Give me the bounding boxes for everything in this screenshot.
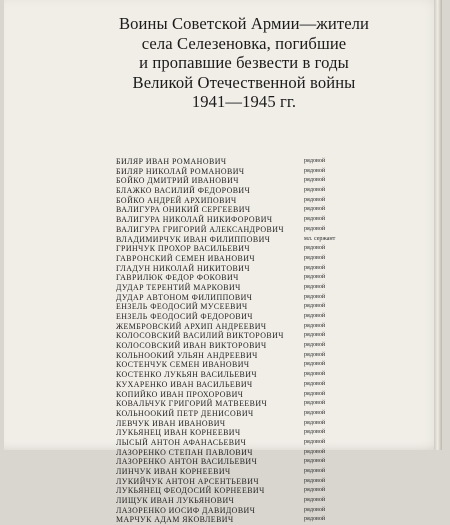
- soldier-name: ВАЛИГУРА НИКОЛАЙ НИКИФОРОВИЧ: [116, 215, 273, 225]
- soldier-rank: рядовой: [304, 516, 326, 523]
- soldier-name: ВАЛИГУРА ГРИГОРИЙ АЛЕКСАНДРОВИЧ: [116, 224, 284, 234]
- list-item: [116, 293, 416, 303]
- list-item: [116, 283, 416, 293]
- soldier-name: ЕНЗЕЛЬ ФЕОДОСИЙ ФЕДОРОВИЧ: [116, 312, 253, 321]
- soldier-rank: рядовой: [304, 313, 326, 319]
- soldier-rank: рядовой: [304, 371, 326, 378]
- list-item: [116, 244, 416, 254]
- list-item: [116, 419, 416, 429]
- soldier-rank: рядовой: [304, 477, 326, 484]
- book-page: [4, 0, 442, 525]
- list-item: [116, 312, 416, 322]
- list-item: [116, 428, 416, 438]
- soldier-name: КОПИЙКО ИВАН ПРОХОРОВИЧ: [116, 389, 244, 399]
- list-item: [116, 477, 416, 487]
- list-item: [116, 390, 416, 400]
- soldier-name: БОЙКО АНДРЕЙ АРХИПОВИЧ: [116, 195, 237, 205]
- page-edge: [434, 0, 442, 450]
- soldier-name: КОЛОСОВСКИЙ ВАСИЛИЙ ВИКТОРОВИЧ: [116, 331, 284, 341]
- soldier-name: ЛИЩУК ИВАН ЛУКЬЯНОВИЧ: [116, 496, 235, 506]
- soldier-name: БОЙКО ДМИТРИЙ ИВАНОВИЧ: [116, 176, 239, 186]
- soldier-name: КОВАЛЬЧУК ГРИГОРИЙ МАТВЕЕВИЧ: [116, 399, 268, 409]
- soldier-rank: рядовой: [304, 429, 326, 436]
- soldier-rank: рядовой: [304, 158, 326, 164]
- soldier-name: ДУДАР АВТОНОМ ФИЛИППОВИЧ: [116, 292, 253, 302]
- list-item: [116, 467, 416, 477]
- heading-line: и пропавшие безвести в годы: [139, 53, 349, 73]
- soldier-name: БИЛЯР ИВАН РОМАНОВИЧ: [116, 157, 227, 166]
- list-item: [116, 515, 416, 525]
- soldier-name: КОСТЕНЧУК СЕМЕН ИВАНОВИЧ: [116, 360, 250, 370]
- soldier-rank: рядовой: [304, 293, 326, 300]
- soldier-name: ЛЫСЫЙ АНТОН АФАНАСЬЕВИЧ: [116, 437, 247, 447]
- soldier-rank: рядовой: [304, 254, 326, 261]
- soldier-rank: рядовой: [304, 167, 326, 174]
- soldier-rank: рядовой: [304, 322, 326, 329]
- memorial-list: [116, 157, 416, 525]
- soldier-name: ВАЛИГУРА ОНИКИЙ СЕРГЕЕВИЧ: [116, 205, 251, 215]
- soldier-rank: рядовой: [304, 351, 326, 358]
- list-item: [116, 506, 416, 516]
- list-item: [116, 496, 416, 506]
- heading-line: 1941—1945 гг.: [191, 92, 297, 112]
- soldier-name: КОСТЕНКО ЛУКЬЯН ВАСИЛЬЕВИЧ: [116, 370, 257, 380]
- soldier-name: ГАВРОНСКИЙ СЕМЕН ИВАНОВИЧ: [116, 253, 255, 263]
- soldier-name: ЛАЗОРЕНКО ИОСИФ ДАВИДОВИЧ: [116, 505, 256, 515]
- soldier-name: КУХАРЕНКО ИВАН ВАСИЛЬЕВИЧ: [116, 379, 253, 389]
- soldier-name: КОЛЬНООКИЙ ПЕТР ДЕНИСОВИЧ: [116, 408, 254, 418]
- soldier-rank: рядовой: [304, 400, 326, 407]
- soldier-rank: рядовой: [304, 342, 326, 349]
- soldier-name: ГЛАДУН НИКОЛАЙ НИКИТОВИЧ: [116, 263, 250, 273]
- heading-line: Воины Советской Армии—жители: [118, 14, 370, 33]
- soldier-name: ЕНЗЕЛЬ ФЕОДОСИЙ МУСЕЕВИЧ: [116, 302, 248, 312]
- soldier-rank: рядовой: [304, 409, 326, 416]
- list-item: [116, 196, 416, 206]
- soldier-name: ЛИНЧУК ИВАН КОРНЕЕВИЧ: [116, 467, 231, 476]
- list-item: [116, 235, 416, 245]
- list-item: [116, 215, 416, 225]
- soldier-rank: рядовой: [304, 264, 326, 271]
- soldier-rank: мл. сержант: [304, 235, 336, 242]
- list-item: [116, 486, 416, 496]
- soldier-name: ДУДАР ТЕРЕНТИЙ МАРКОВИЧ: [116, 282, 241, 292]
- soldier-rank: рядовой: [304, 438, 326, 445]
- soldier-name: ЛАЗОРЕНКО АНТОН ВАСИЛЬЕВИЧ: [116, 457, 258, 467]
- soldier-rank: рядовой: [304, 419, 326, 426]
- list-item: [116, 322, 416, 332]
- soldier-name: ГРИНЧУК ПРОХОР ВАСИЛЬЕВИЧ: [116, 244, 250, 254]
- list-item: [116, 273, 416, 283]
- soldier-name: ЛУКЬЯНЕЦ ИВАН КОРНЕЕВИЧ: [116, 428, 241, 438]
- soldier-name: ЛУКИЙЧУК АНТОН АРСЕНТЬЕВИЧ: [116, 476, 259, 486]
- list-item: [116, 302, 416, 312]
- list-item: [116, 176, 416, 186]
- soldier-rank: рядовой: [304, 487, 326, 494]
- soldier-rank: рядовой: [304, 216, 326, 223]
- soldier-name: КОЛЬНООКИЙ УЛЬЯН АНДРЕЕВИЧ: [116, 350, 258, 360]
- soldier-rank: рядовой: [304, 332, 326, 339]
- soldier-name: ЛАЗОРЕНКО СТЕПАН ПАВЛОВИЧ: [116, 447, 253, 457]
- soldier-rank: рядовой: [304, 458, 326, 465]
- heading-line: Великой Отечественной войны: [132, 72, 356, 92]
- soldier-name: ЛУКЬЯНЕЦ ФЕОДОСИЙ КОРНЕЕВИЧ: [116, 486, 265, 496]
- list-item: [116, 341, 416, 351]
- soldier-name: ВЛАДИМИРЧУК ИВАН ФИЛИППОВИЧ: [116, 234, 271, 244]
- soldier-rank: рядовой: [304, 225, 326, 232]
- soldier-rank: рядовой: [304, 187, 326, 194]
- soldier-rank: рядовой: [304, 177, 326, 184]
- list-item: [116, 254, 416, 264]
- list-item: [116, 351, 416, 361]
- list-item: [116, 370, 416, 380]
- soldier-rank: рядовой: [304, 361, 326, 368]
- soldier-name: МАРЧУК АДАМ ЯКОВЛЕВИЧ: [116, 515, 234, 525]
- soldier-rank: рядовой: [304, 303, 326, 310]
- soldier-rank: рядовой: [304, 196, 326, 203]
- soldier-rank: рядовой: [304, 390, 326, 397]
- soldier-rank: рядовой: [304, 274, 326, 281]
- list-item: [116, 264, 416, 274]
- soldier-rank: рядовой: [304, 506, 326, 513]
- list-item: [116, 167, 416, 177]
- list-item: [116, 457, 416, 467]
- soldier-rank: рядовой: [304, 380, 326, 387]
- soldier-name: БЛАЖКО ВАСИЛИЙ ФЕДОРОВИЧ: [116, 186, 251, 196]
- soldier-rank: рядовой: [304, 245, 326, 252]
- list-item: [116, 360, 416, 370]
- soldier-name: ЖЕМБРОВСКИЙ АРХИП АНДРЕЕВИЧ: [116, 321, 267, 331]
- soldier-rank: рядовой: [304, 283, 326, 290]
- soldier-name: КОЛОСОВСКИЙ ИВАН ВИКТОРОВИЧ: [116, 341, 267, 351]
- soldier-name: ЛЕВЧУК ИВАН ИВАНОВИЧ: [116, 418, 226, 428]
- list-item: [116, 186, 416, 196]
- soldier-name: ГАВРИЛЮК ФЕДОР ФОКОВИЧ: [116, 273, 239, 283]
- soldier-rank: рядовой: [304, 497, 326, 504]
- soldier-rank: рядовой: [304, 468, 326, 474]
- list-item: [116, 448, 416, 458]
- list-item: [116, 331, 416, 341]
- soldier-rank: рядовой: [304, 448, 326, 455]
- page-heading: [64, 14, 424, 112]
- list-item: [116, 157, 416, 167]
- soldier-name: БИЛЯР НИКОЛАЙ РОМАНОВИЧ: [116, 166, 245, 176]
- heading-line: села Селезеновка, погибшие: [141, 33, 347, 53]
- list-item: [116, 205, 416, 215]
- list-item: [116, 438, 416, 448]
- list-item: [116, 225, 416, 235]
- soldier-rank: рядовой: [304, 206, 326, 213]
- list-item: [116, 380, 416, 390]
- list-item: [116, 399, 416, 409]
- list-item: [116, 409, 416, 419]
